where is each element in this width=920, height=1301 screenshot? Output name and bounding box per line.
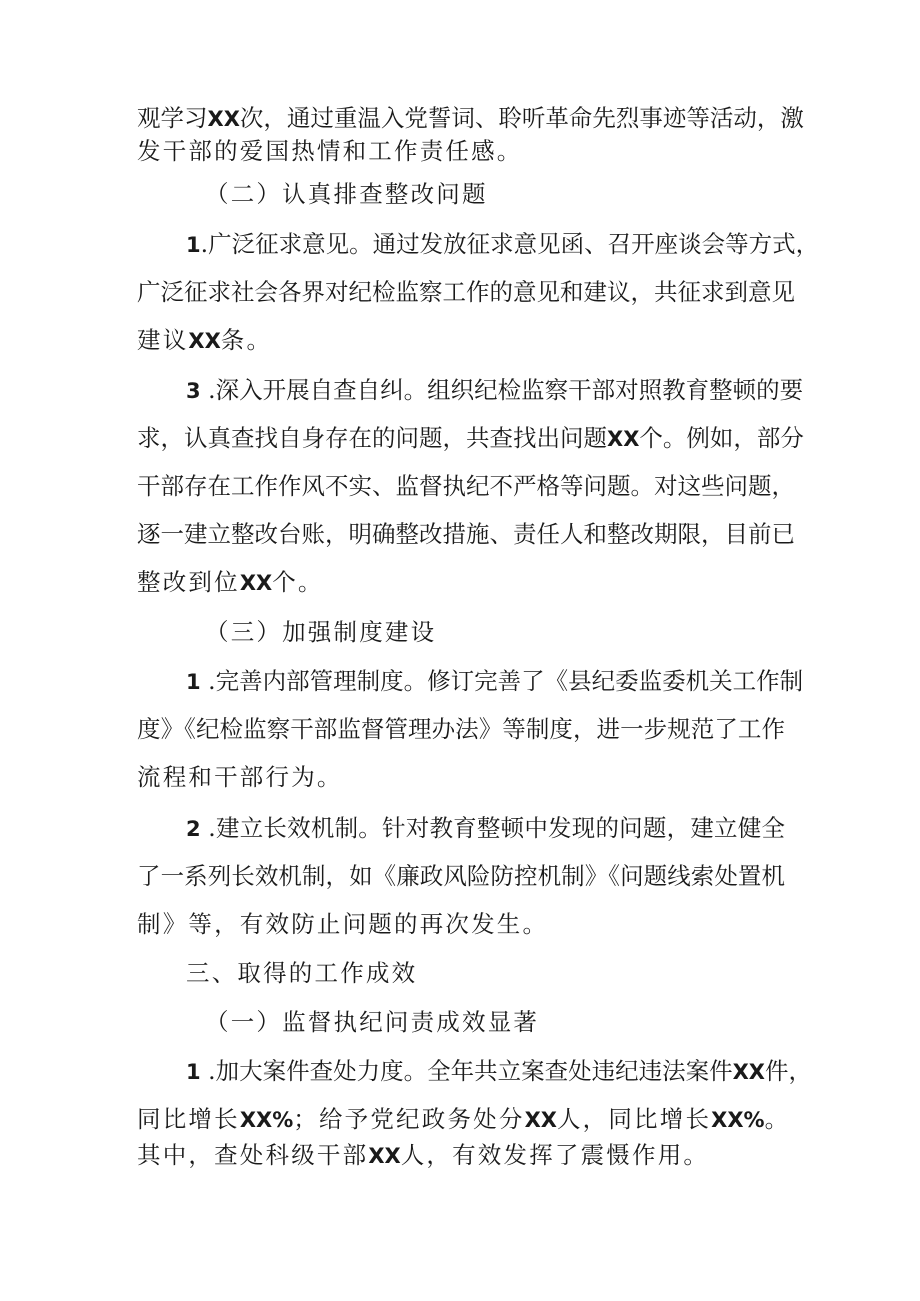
paragraph-line: 1 .完善内部管理制度。修订完善了《县纪委监委机关工作制 <box>186 667 804 695</box>
paragraph-line: 制》等，有效防止问题的再次发生。 <box>137 910 549 938</box>
emphasis-token: XX <box>524 1108 557 1132</box>
emphasis-token: XX <box>239 571 273 595</box>
paragraph-line: 1.广泛征求意见。通过发放征求意见函、召开座谈会等方式， <box>186 230 820 258</box>
emphasis-token: XX% <box>711 1108 765 1132</box>
section-heading: （三）加强制度建设 <box>205 618 437 646</box>
paragraph-line: 3 .深入开展自查自纠。组织纪检监察干部对照教育整顿的要 <box>186 376 804 404</box>
chapter-heading: 三、取得的工作成效 <box>186 959 418 987</box>
emphasis-token: XX <box>607 427 640 451</box>
emphasis-token: 2 <box>186 817 201 841</box>
paragraph-line: 广泛征求社会各界对纪检监察工作的意见和建议，共征求到意见 <box>137 278 795 306</box>
paragraph-line: 逐一建立整改台账，明确整改措施、责任人和整改期限，目前已 <box>137 520 795 548</box>
paragraph-line: 2 .建立长效机制。针对教育整顿中发现的问题，建立健全 <box>186 814 785 842</box>
emphasis-token: XX <box>732 1060 765 1084</box>
emphasis-token: XX <box>368 1144 401 1168</box>
emphasis-token: 1 <box>186 670 201 694</box>
emphasis-token: XX <box>207 107 240 131</box>
paragraph-line: 度》《纪检监察干部监督管理办法》等制度，进一步规范了工作 <box>137 715 785 743</box>
paragraph-line: 其中，查处科级干部XX人，有效发挥了震慑作用。 <box>137 1141 710 1169</box>
paragraph-line: 干部存在工作作风不实、监督执纪不严格等问题。对这些问题， <box>137 472 795 500</box>
paragraph-line: 了一系列长效机制，如《廉政风险防控机制》《问题线索处置机 <box>137 862 785 890</box>
section-heading: （二）认真排查整改问题 <box>205 180 488 208</box>
emphasis-token: XX <box>188 329 221 353</box>
paragraph-line: 流程和干部行为。 <box>137 763 343 791</box>
paragraph-line: 整改到位XX个。 <box>137 568 324 596</box>
emphasis-token: 1 <box>186 1060 201 1084</box>
paragraph-line: 同比增长XX%；给予党纪政务处分XX人，同比增长XX%。 <box>137 1105 791 1133</box>
emphasis-token: 1 <box>186 233 201 257</box>
paragraph-line: 观学习XX次，通过重温入党誓词、聆听革命先烈事迹等活动，激 <box>137 104 804 132</box>
paragraph-line: 建议XX条。 <box>137 326 273 354</box>
paragraph-line: 求，认真查找自身存在的问题，共查找出问题XX个。例如，部分 <box>137 424 804 452</box>
emphasis-token: 3 <box>186 379 201 403</box>
section-heading: （一）监督执纪问责成效显著 <box>205 1008 540 1036</box>
paragraph-line: 1 .加大案件查处力度。全年共立案查处违纪违法案件XX件， <box>186 1057 812 1085</box>
paragraph-line: 发干部的爱国热情和工作责任感。 <box>137 137 523 165</box>
emphasis-token: XX% <box>239 1108 294 1132</box>
